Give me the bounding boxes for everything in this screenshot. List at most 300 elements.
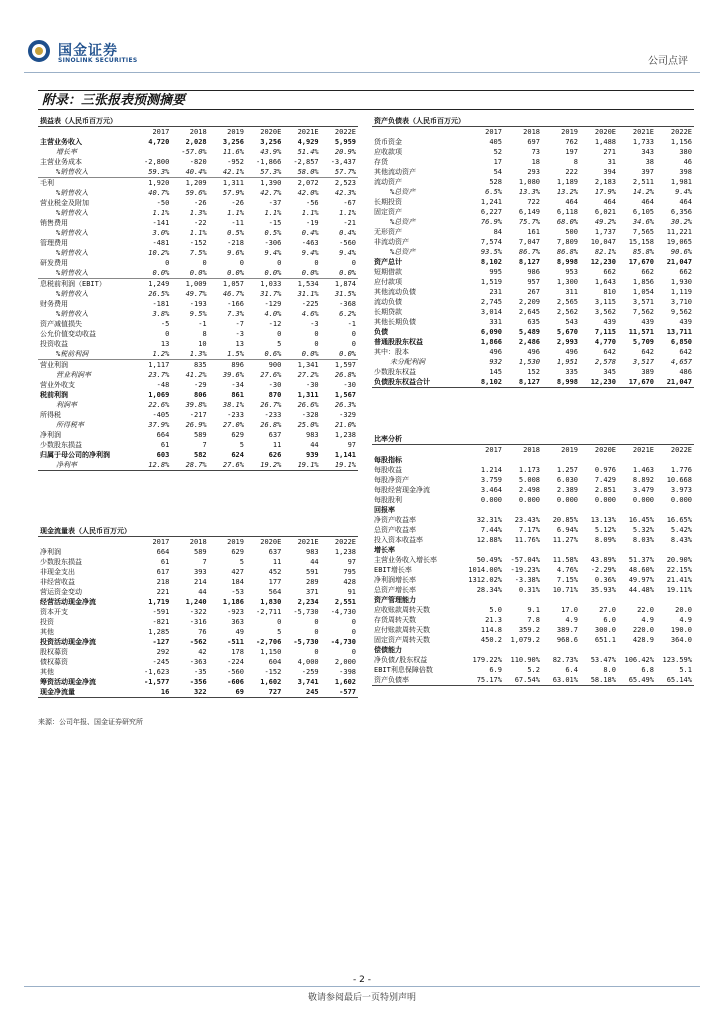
row-value: 1312.02% [468,576,502,584]
row-label: 固定资产周转天数 [374,636,430,644]
row-value: 6,021 [594,208,616,216]
table-row [372,645,694,655]
row-value: 57.3% [260,168,282,176]
row-label: 营业利润率 [56,371,91,379]
row-value: 4.0% [264,310,282,318]
table-row [38,349,358,360]
row-label: 归属于母公司的净利润 [40,451,110,459]
row-value [618,645,656,655]
row-value: -166 [227,300,244,308]
row-value: 464 [679,198,692,206]
row-value: 19.1% [283,460,320,471]
row-label: 应收账款周转天数 [374,606,430,614]
row-value: 93.5% [480,248,502,256]
table-row [372,327,694,337]
row-value: 6.94% [556,526,578,534]
table-row [372,227,694,237]
row-value: 2,000 [334,658,356,666]
row-value [618,455,656,465]
row-value: 1,719 [148,598,170,606]
row-label: 营业外收支 [40,381,75,389]
row-value: -1,623 [144,668,170,676]
row-value: 8.03% [632,536,654,544]
table-row [38,597,358,607]
table-row [372,137,694,147]
row-value [580,455,618,465]
row-value: -217 [189,411,207,419]
row-value: 806 [194,391,207,399]
year-header-row [372,445,694,456]
row-value: 10.2% [148,249,170,257]
row-value: 0 [314,628,319,636]
row-label: 应收款项 [374,148,402,156]
table-row [372,625,694,635]
row-value: 0.36% [594,576,616,584]
row-value: -53 [231,588,244,596]
row-value: 11.76% [514,536,540,544]
row-value: 11.27% [552,536,578,544]
row-value: 2,578 [594,358,616,366]
row-value [580,645,618,655]
row-value: -329 [339,411,356,419]
row-value: -3 [235,330,244,338]
row-value: 3.8% [152,310,170,318]
row-value: 0.000 [518,496,540,504]
row-value: 722 [527,198,540,206]
row-value: 6.030 [556,476,578,484]
row-value: 178 [231,648,244,656]
table-row [38,279,358,290]
row-value: -34 [231,381,244,389]
row-value: 311 [565,288,578,296]
table-title: 损益表（人民币百万元） [40,117,117,125]
row-value: 322 [171,687,208,698]
row-value: 439 [679,318,692,326]
row-value: 5 [239,558,244,566]
row-value [580,505,618,515]
table-row [372,237,694,247]
row-value: 50.49% [476,556,502,564]
table-row [372,247,694,257]
row-value: 7,047 [518,238,540,246]
row-label: 偿债能力 [374,646,402,654]
table-title-row [372,116,694,127]
row-label: 净负债/股东权益 [374,656,428,664]
row-value: 4,000 [297,658,319,666]
row-value: 1.1% [152,209,170,217]
row-value: -2,706 [256,638,282,646]
row-value: 6,090 [480,328,502,336]
row-value: 642 [679,348,692,356]
row-value: 59.3% [148,168,170,176]
table-row [38,460,358,471]
row-value: -463 [301,239,319,247]
row-value: 19.2% [246,460,283,471]
row-value: 222 [565,168,578,176]
table-row [372,357,694,367]
row-value: -67 [343,199,356,207]
row-value: 1,602 [260,678,282,686]
row-value: 589 [194,431,207,439]
row-value: 0.000 [480,496,502,504]
row-value: 13,711 [666,328,692,336]
row-value: 48.60% [628,566,654,574]
row-value: 543 [565,318,578,326]
row-value: 220.0 [632,626,654,634]
table-row [38,567,358,577]
row-value: 380 [679,148,692,156]
row-value: -141 [152,219,170,227]
row-value: 18 [531,158,540,166]
row-value: 86.8% [556,248,578,256]
table-row [372,635,694,645]
row-value: 8,998 [542,377,580,388]
row-value: 1,874 [321,279,358,290]
table-row [372,565,694,575]
row-value: 27.0% [222,421,244,429]
row-value: 617 [156,568,170,576]
page-number: - 2 - [353,975,371,985]
row-value: 6.0 [603,616,616,624]
row-label: 所得税 [40,411,61,419]
table-row [38,370,358,380]
row-value: 42.0% [297,189,319,197]
balance-sheet-table [372,116,694,388]
row-value: 3,115 [594,298,616,306]
row-value: 19.1% [321,460,358,471]
row-value [618,545,656,555]
row-value: 1,597 [321,360,358,371]
row-value: 1.463 [632,466,654,474]
row-value: -2,857 [293,158,319,166]
row-value: 0.0% [339,350,356,358]
row-label: 普通股股东权益 [374,338,423,346]
row-label: 主营业务收入 [40,138,82,146]
row-label: 负债 [374,328,388,336]
year-header: 2019 [209,537,246,548]
row-value: 1,866 [480,338,502,346]
row-label: 应付款项 [374,278,402,286]
row-label: 存货 [374,158,388,166]
row-value: 1,519 [480,278,502,286]
row-value: 662 [679,268,692,276]
row-value: 3,741 [297,678,319,686]
row-label: 长期投资 [374,198,402,206]
row-value: 983 [305,431,319,439]
row-value: 20.90% [666,556,692,564]
row-label: 存货周转天数 [374,616,416,624]
row-value: -7 [235,320,244,328]
row-value: -1 [347,320,356,328]
row-value: 3,710 [670,298,692,306]
row-value: 40.4% [185,168,207,176]
row-label: 流动负债 [374,298,402,306]
row-value: 0 [165,330,170,338]
row-value: 870 [268,391,282,399]
row-value: 1,602 [334,678,356,686]
row-label: 债权募资 [40,658,68,666]
table-row [38,677,358,687]
row-value: 1,119 [670,288,692,296]
row-value: 46 [683,158,692,166]
row-label: EBIT利息保障倍数 [374,666,433,674]
row-value [542,595,580,605]
row-value: 1,189 [556,178,578,186]
row-value [656,595,694,605]
table-row [38,557,358,567]
table-row [38,238,358,248]
row-value: 394 [603,168,616,176]
table-row [372,455,694,465]
document-type: 公司点评 [648,56,688,67]
row-value: 16.65% [666,516,692,524]
row-value: 44.48% [628,586,654,594]
row-label: %销售收入 [56,189,89,197]
row-value: -259 [301,668,319,676]
row-value: 179.22% [472,656,502,664]
row-value: -129 [264,300,282,308]
table-row [38,607,358,617]
row-value: 4,770 [594,338,616,346]
row-value: 635 [527,318,540,326]
row-label: 增长率 [56,148,77,156]
row-value: 1014.00% [468,566,502,574]
row-value: -2,711 [256,608,282,616]
row-value: 0.5% [264,229,282,237]
row-value: -306 [264,239,282,247]
row-value: 7.17% [518,526,540,534]
row-value: 12,230 [580,377,618,388]
logo-text-cn: 国金证券 [58,43,118,59]
row-value: 4.9 [679,616,692,624]
row-value: 2.851 [594,486,616,494]
row-value: 5,709 [632,338,654,346]
row-label: 应付账款周转天数 [374,626,430,634]
row-value: 4.76% [556,566,578,574]
income-statement-table [38,116,358,471]
year-header: 2020E [246,537,283,548]
row-value: 10,047 [590,238,616,246]
row-value: 2,993 [556,338,578,346]
row-value: 428 [343,578,356,586]
row-value: 2,562 [556,308,578,316]
row-value: 51.37% [628,556,654,564]
table-row [38,687,358,698]
row-value: -511 [227,638,244,646]
row-value: -821 [152,618,170,626]
row-value: 6,105 [632,208,654,216]
row-value: -127 [152,638,170,646]
table-row [38,329,358,339]
row-value: -152 [189,239,207,247]
row-label: 每股经营现金净流 [374,486,430,494]
table-row [38,167,358,178]
row-value: 603 [156,451,170,459]
row-value: 5.42% [670,526,692,534]
year-header: 2018 [504,127,542,138]
ratio-analysis-table [372,434,694,686]
row-value: 42.3% [334,189,356,197]
table-row [38,547,358,557]
row-value: 968.6 [556,636,578,644]
row-value: -30 [268,381,282,389]
row-label: 其他 [40,668,54,676]
table-row [372,157,694,167]
row-label: 投资活动现金净流 [40,638,96,646]
row-value: 17.9% [594,188,616,196]
row-value: -19.23% [510,566,540,574]
row-value: 6,227 [480,208,502,216]
row-value: 31.5% [334,290,356,298]
row-value: 0 [314,618,319,626]
row-value: 5.32% [632,526,654,534]
row-value [580,595,618,605]
row-label: 资产减值损失 [40,320,82,328]
row-label: 其他流动负债 [374,288,416,296]
row-value: 1,238 [334,431,356,439]
row-value: -152 [264,668,282,676]
row-value [504,505,542,515]
row-value: 0 [351,330,356,338]
row-value: 2,234 [297,598,319,606]
row-value: -356 [189,678,207,686]
table-title-row [38,526,358,537]
row-value: 1,951 [556,358,578,366]
row-value: 995 [489,268,502,276]
row-value: 4,720 [148,138,170,146]
row-value: -57.04% [510,556,540,564]
row-value: 8.09% [594,536,616,544]
row-value: 31.1% [297,290,319,298]
row-label: 股权募资 [40,648,68,656]
row-value: 8.43% [670,536,692,544]
row-value: 61 [160,441,170,449]
row-value: 25.0% [297,421,319,429]
table-row [38,390,358,400]
row-label: 其他长期负债 [374,318,416,326]
table-row [38,577,358,587]
row-label: 投入资本收益率 [374,536,423,544]
table-row [38,657,358,667]
row-value: 1,009 [171,279,208,290]
row-value: 5.1 [679,666,692,674]
row-value: 0 [351,340,356,348]
row-value: 184 [231,578,244,586]
row-value: 9.5% [189,310,207,318]
row-value: 464 [641,198,654,206]
year-header: 2020E [246,127,283,138]
row-value: 1,141 [334,451,356,459]
row-label: 营业利润 [38,360,134,371]
row-value: 16 [134,687,171,698]
year-header: 2017 [466,445,504,456]
table-row [38,319,358,329]
row-value: 5,959 [334,138,356,146]
row-value: 450.2 [480,636,502,644]
row-value: 727 [246,687,283,698]
row-value: -30 [305,381,319,389]
row-label: 资产总计 [374,258,402,266]
row-value: 861 [231,391,244,399]
row-value: 604 [268,658,282,666]
row-value: 3.464 [480,486,502,494]
row-value: -398 [339,668,356,676]
row-value: 1,737 [594,228,616,236]
row-value: 1,311 [209,178,246,189]
row-value: 6.4 [565,666,578,674]
row-value: 292 [156,648,170,656]
row-value: 500 [565,228,578,236]
row-value: 9,562 [670,308,692,316]
row-value: 1,238 [334,548,356,556]
row-value: 197 [565,148,578,156]
row-value: 61 [160,558,170,566]
row-value [618,595,656,605]
row-label: 每股收益 [374,466,402,474]
row-value: 97 [347,558,356,566]
row-value: 4.9 [641,616,654,624]
row-value: 496 [527,348,540,356]
row-value: 59.6% [185,189,207,197]
table-title-row [372,434,694,445]
row-value: 21,047 [666,258,692,266]
row-value: 46.7% [222,290,244,298]
row-value: -4,730 [330,608,356,616]
row-value: 0.31% [518,586,540,594]
row-value: 427 [231,568,244,576]
row-value: 428.9 [632,636,654,644]
row-value: 5.2 [527,666,540,674]
row-label: 管理费用 [40,239,68,247]
row-label: 现金净流量 [38,687,134,698]
row-value: 19.11% [666,586,692,594]
row-value: -35 [194,668,207,676]
table-row [38,380,358,390]
table-row [38,627,358,637]
row-label: %销售收入 [56,229,89,237]
row-value: 0.0% [339,269,356,277]
row-value: 2.498 [518,486,540,494]
table-row [372,197,694,207]
row-value: -26 [194,199,207,207]
row-label: 公允价值变动收益 [40,330,96,338]
table-row [38,410,358,420]
row-value: 0 [351,648,356,656]
row-value [656,645,694,655]
row-value: 218 [156,578,170,586]
row-value: 58.0% [297,168,319,176]
row-value: 5,489 [518,328,540,336]
company-logo-icon [28,40,50,62]
row-value: 85.8% [632,248,654,256]
row-value: 28.34% [476,586,502,594]
row-value: 75.17% [466,675,504,686]
year-header: 2021E [618,127,656,138]
row-value: 7,809 [556,238,578,246]
row-value: 624 [231,451,244,459]
row-value: 13 [160,340,170,348]
row-value: 3.479 [632,486,654,494]
table-row [372,317,694,327]
row-value: 1,285 [148,628,170,636]
row-value: 7,574 [480,238,502,246]
row-value: 1.257 [556,466,578,474]
row-value: -820 [189,158,207,166]
row-value: 1,930 [670,278,692,286]
row-value: -22 [194,219,207,227]
row-value: 75.7% [518,218,540,226]
row-value: 697 [527,138,540,146]
